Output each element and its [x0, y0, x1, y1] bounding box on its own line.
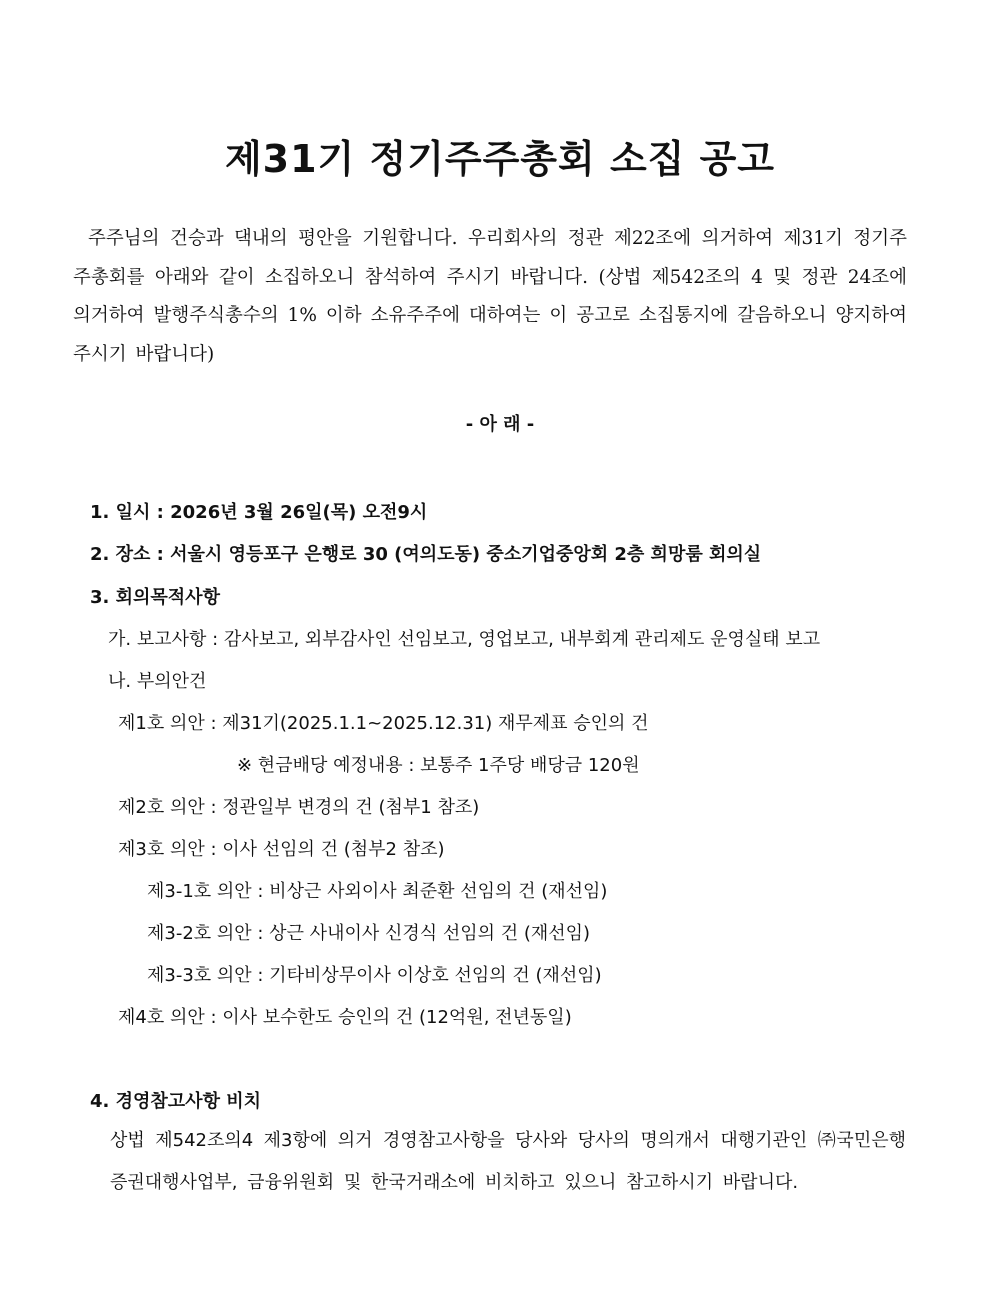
agenda-3-2: 제3-2호 의안 : 상근 사내이사 신경식 선임의 건 (재선임)	[147, 923, 591, 944]
item-reports: 가. 보고사항 : 감사보고, 외부감사인 선임보고, 영업보고, 내부회계 관리제도 운영실태 보고	[108, 629, 821, 650]
item-agenda-heading: 3. 회의목적사항	[90, 587, 220, 608]
agenda-1: 제1호 의안 : 제31기(2025.1.1~2025.12.31) 재무제표 승인의 건	[118, 713, 649, 734]
notice-title: 제31기 정기주주총회 소집 공고	[224, 137, 776, 181]
agenda-3-1: 제3-1호 의안 : 비상근 사외이사 최준환 선임의 건 (재선임)	[147, 881, 608, 902]
agenda-1-note: ※ 현금배당 예정내용 : 보통주 1주당 배당금 120원	[237, 755, 640, 776]
section-marker: - 아 래 -	[465, 414, 535, 435]
item-reference-heading: 4. 경영참고사항 비치	[90, 1091, 261, 1112]
item-datetime: 1. 일시 : 2026년 3월 26일(목) 오전9시	[90, 502, 428, 523]
agenda-3: 제3호 의안 : 이사 선임의 건 (첨부2 참조)	[118, 839, 445, 860]
item-place: 2. 장소 : 서울시 영등포구 은행로 30 (여의도동) 중소기업중앙회 2층 희망룸 회의실	[90, 544, 762, 565]
agenda-3-3: 제3-3호 의안 : 기타비상무이사 이상호 선임의 건 (재선임)	[147, 965, 602, 986]
agenda-2: 제2호 의안 : 정관일부 변경의 건 (첨부1 참조)	[118, 797, 480, 818]
intro-text: 주주님의 건승과 댁내의 평안을 기원합니다. 우리회사의 정관 제22조에 의거하여 제31기 정기주주총회를 아래와 같이 소집하오니 참석하여 주시기 바랍니다. (상법 제542조의 4 및 정관 24조에 의거하여 발행주식총수의 1% 이하 소유주주에 대하여는 이 공고로 소집통지에 갈음하오니 양지하여 주시기 바랍니다)	[73, 228, 907, 365]
reference-text: 상법 제542조의4 제3항에 의거 경영참고사항을 당사와 당사의 명의개서 대행기관인 ㈜국민은행 증권대행사업부, 금융위원회 및 한국거래소에 비치하고 있으니 참고하시기 바랍니다.	[110, 1130, 906, 1193]
agenda-4: 제4호 의안 : 이사 보수한도 승인의 건 (12억원, 전년동일)	[118, 1007, 572, 1028]
intro-paragraph	[73, 220, 907, 374]
item-resolutions-heading: 나. 부의안건	[108, 671, 207, 692]
